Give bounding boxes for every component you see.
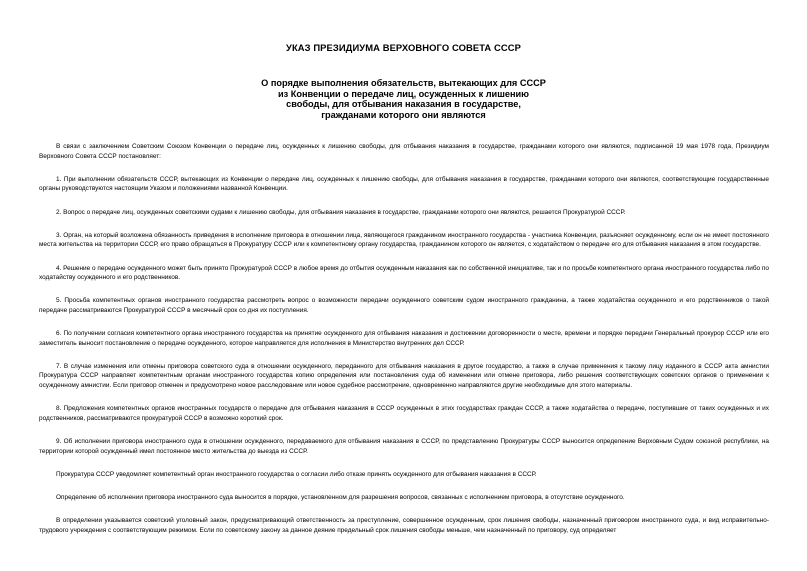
clause-9-notice-paragraph: Прокуратура СССР уведомляет компетентный орган иностранного государства о согласии либо отказе принять осужденного для отбывания наказания в СССР. [56,470,537,478]
clause-8-paragraph: 8. Предложения компетентных органов иностранных государств о передаче для отбывания наказания в СССР осужденных в этих государствах граждан СССР, а также ходатайства о передаче, поступившие от таких осужденных и их родственников, рассматриваются прокуратурой СССР в возможно короткий срок. [39,405,769,422]
subtitle-line: из Конвенции о передаче лиц, осужденных к лишению [277,88,530,99]
clause-5-paragraph: 5. Просьба компетентных органов иностранного государства рассмотреть вопрос о возможности передачи осужденного советским судом иностранного гражданина, а также ходатайства осужденного и его родственников о такой передаче рассматриваются Прокуратурой СССР в месячный срок со дня их поступления. [39,297,769,314]
clause-4-paragraph: 4. Решение о передаче осужденного может быть принято Прокуратурой СССР в любое время до отбытия осужденным наказания как по собственной инициативе, так и по просьбе компетентного органа иностранного государства либо по ходатайству осужденного и его родственников. [39,264,769,282]
document-title: УКАЗ ПРЕЗИДИУМА ВЕРХОВНОГО СОВЕТА СССР [286,42,521,53]
preamble-paragraph: В связи с заключением Советским Союзом Конвенции о передаче лиц, осужденных к лишению свободы, для отбывания наказания в государстве, гражданами которого они являются, подписанной 19 мая 1978 года, Президиум Верховного Совета СССР постановляет: [39,143,769,160]
clause-1-paragraph: 1. При выполнении обязательств СССР, вытекающих из Конвенции о передаче лиц, осужденных к лишению свободы, для отбывания наказания в государстве, гражданами которого они являются, соответствующие государственные органы руководствуются настоящим Указом и положениями названной Конвенции. [39,175,769,193]
clause-6-paragraph: 6. По получении согласия компетентного органа иностранного государства на принятие осужденного для отбывания наказания и достижении договоренности о месте, времени и порядке передачи Генеральный прокурор СССР или его заместитель выносит постановление о передаче осужденного, которое направляется для исполнения в Министерство внутренних дел СССР. [39,330,769,347]
clause-3-paragraph: 3. Орган, на который возложена обязанность приведения в исполнение приговора в отношении лица, являющегося гражданином иностранного государства - участника Конвенции, разъясняет осужденному, если он не имеет постоянного места жительства на территории СССР, его право обращаться в Прокуратуру СССР или к компетентному органу государства, гражданином которого он является, с ходатайством о передаче его для отбывания наказания в этом государстве. [39,231,769,249]
clause-9-paragraph: 9. Об исполнении приговора иностранного суда в отношении осужденного, передаваемого для отбывания наказания в СССР, по представлению Прокуратуры СССР выносится определение Верховным Судом союзной республики, на территории которой осужденный имел постоянное место жительства до выезда из СССР. [39,438,769,455]
subtitle-line: свободы, для отбывания наказания в государстве, [286,99,521,109]
document-body [39,142,769,535]
clause-2-paragraph: 2. Вопрос о передаче лиц, осужденных советскими судами к лишению свободы, для отбывания наказания в государстве, гражданами которого они являются, решается Прокуратурой СССР. [56,208,626,216]
subtitle-line: О порядке выполнения обязательств, вытекающих для СССР [261,78,546,88]
document-subtitle [0,78,807,120]
subtitle-line: гражданами которого они являются [321,109,486,120]
clause-7-paragraph: 7. В случае изменения или отмены приговора советского суда в отношении осужденного, переданного для отбывания наказания в другое государство, а также в случае применения к такому лицу изданного в СССР акта амнистии Прокуратура СССР направляет компетентным органам иностранного государства копию определения или постановления суда об изменении или отмене приговора, либо решения соответствующих советских органов о применении к осужденному амнистии. Если приговор отменен и предусмотрено новое расследование или новое судебное рассмотрение, одновременно направляются другие необходимые для этого материалы. [39,362,769,390]
clause-9-procedure-paragraph: Определение об исполнении приговора иностранного суда выносится в порядке, установленном для разрешения вопросов, связанных с исполнением приговора, в отсутствие осужденного. [56,494,625,501]
clause-9-determination-paragraph: В определении указывается советский уголовный закон, предусматривающий ответственность за преступление, совершенное осужденным, срок лишения свободы, назначенный приговором иностранного суда, и вид исправительно-трудового учреждения с соответствующим режимом. Если по советскому закону за данное деяние предельный срок лишения свободы меньше, чем назначенный по приговору, суд определяет [39,517,769,534]
